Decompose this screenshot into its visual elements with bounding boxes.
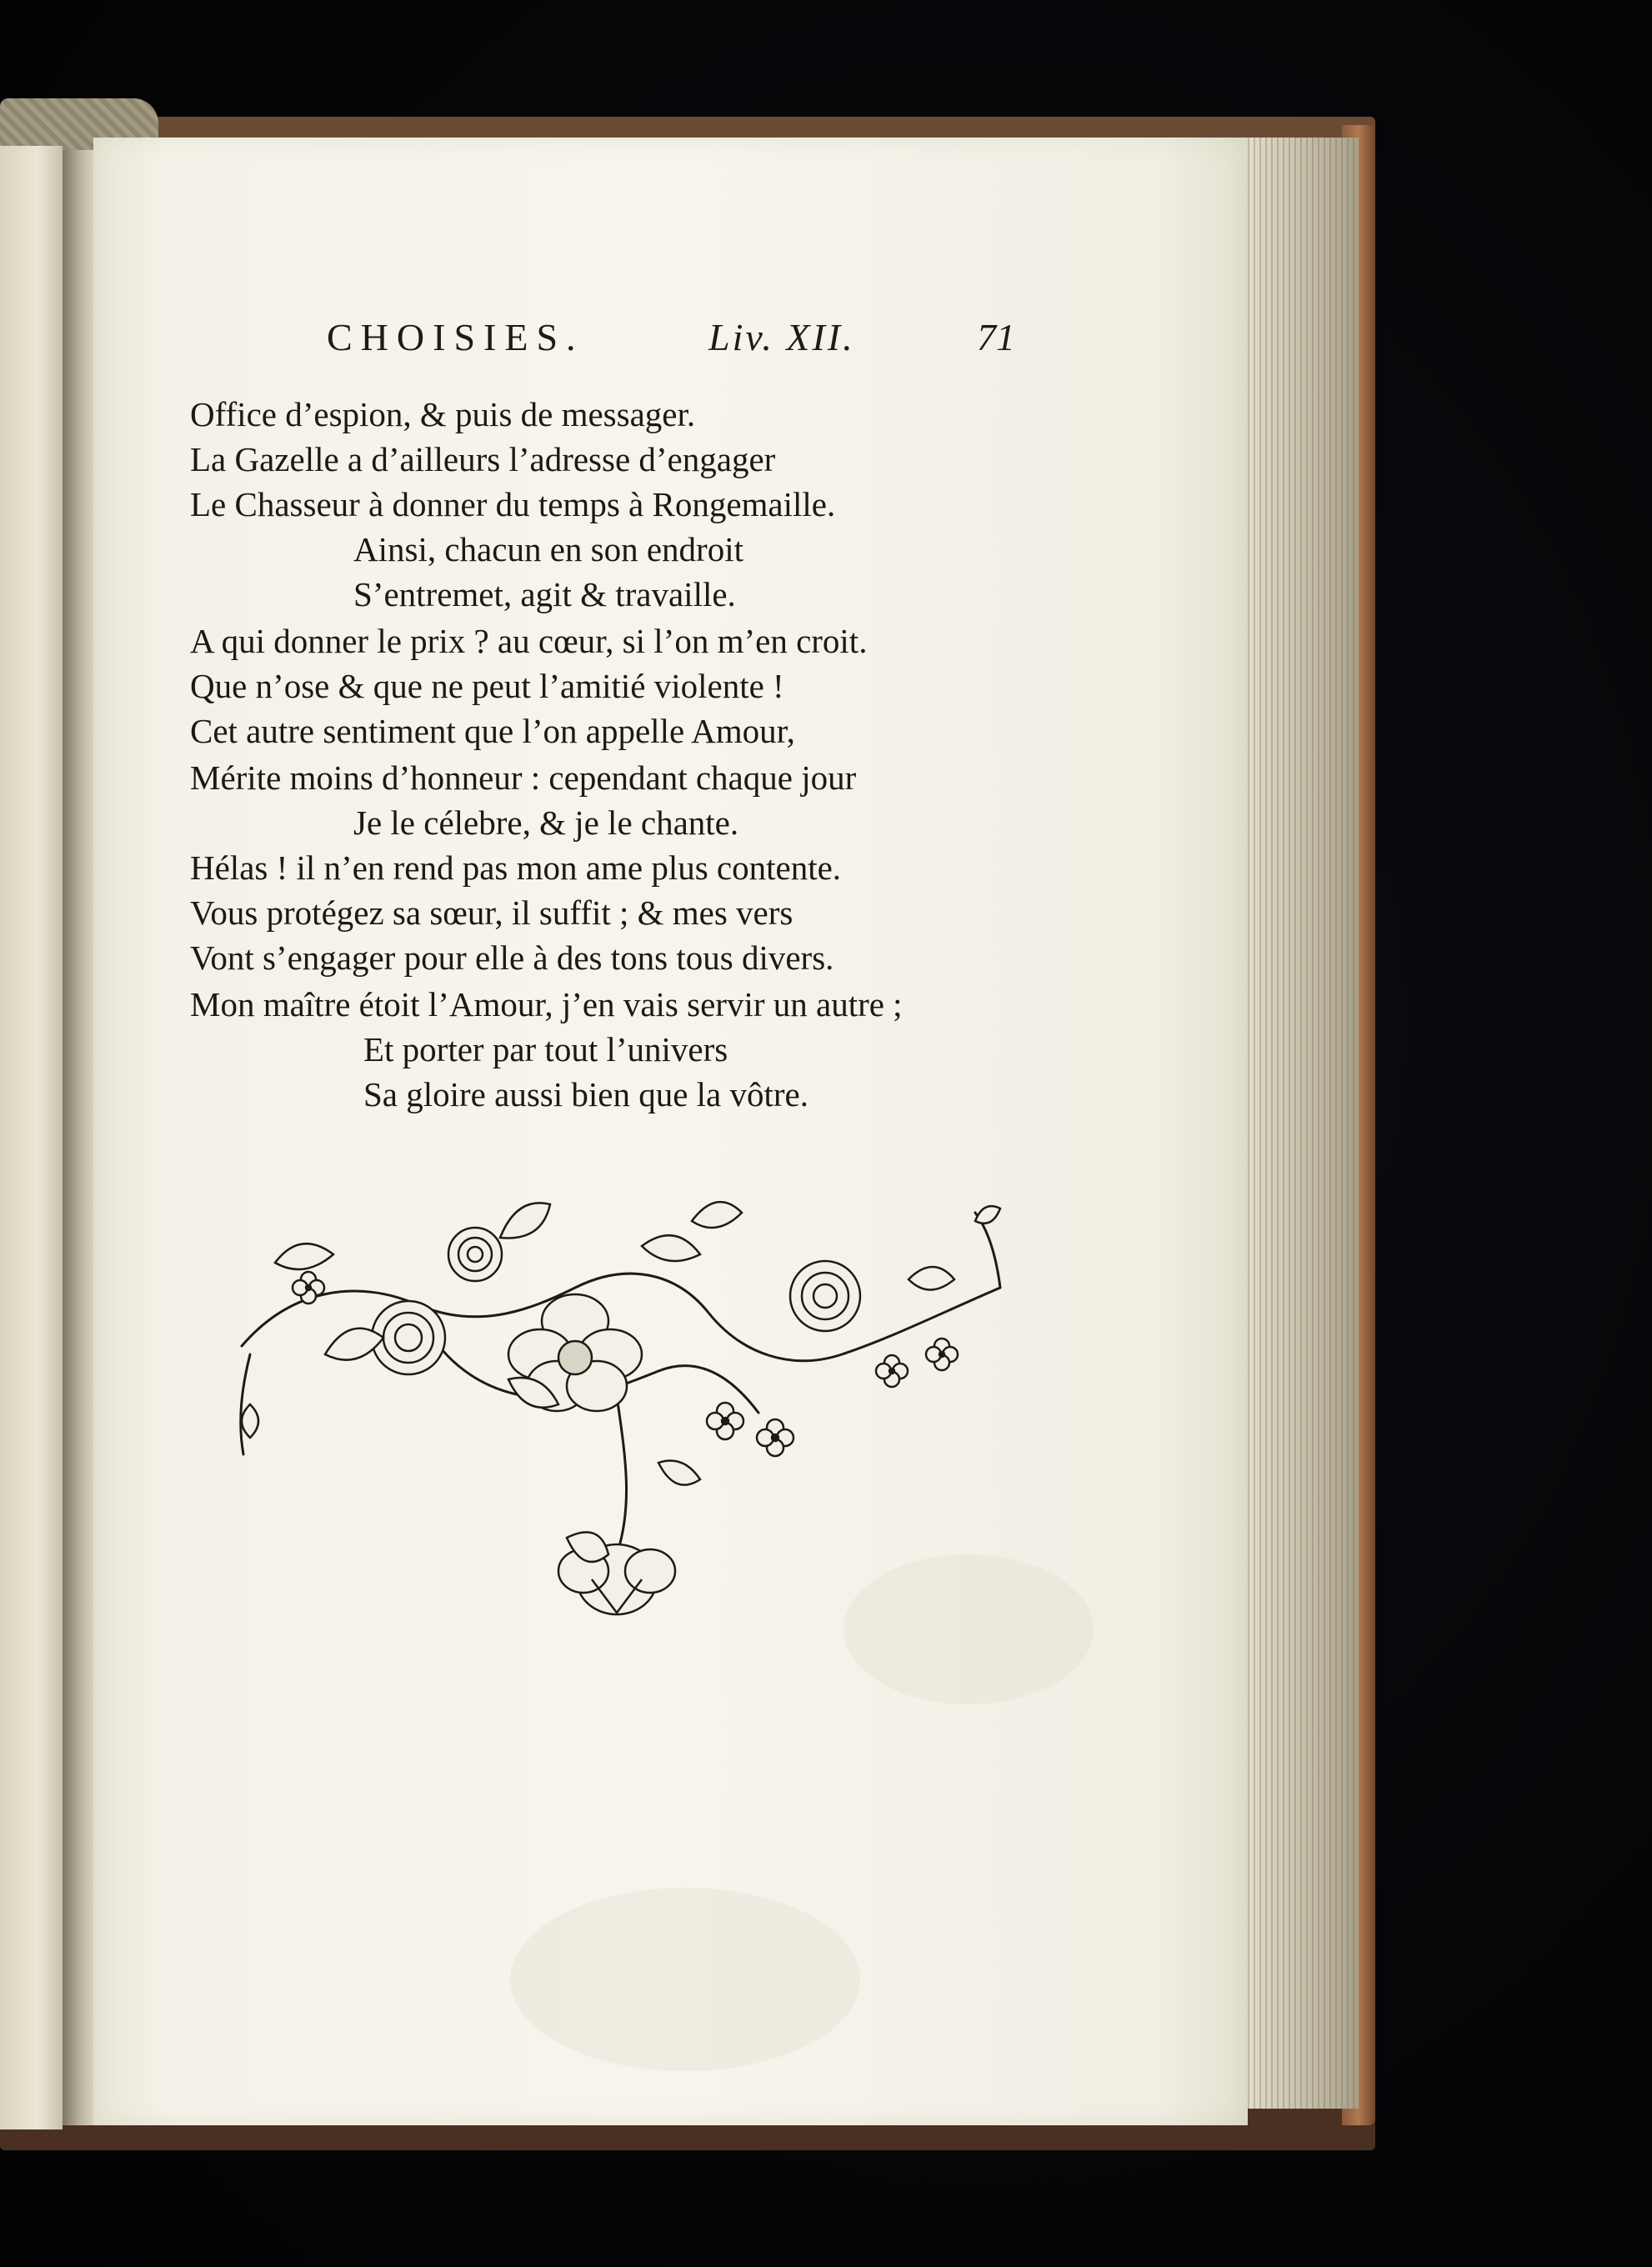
running-head-title: CHOISIES. (327, 316, 584, 358)
book-page (93, 138, 1248, 2125)
page-number: 71 (977, 316, 1015, 358)
verse-line: Mérite moins d’honneur : cependant chaque jour (190, 758, 857, 797)
verse-line: Cet autre sentiment que l’on appelle Amour, (190, 712, 795, 750)
page-block-edges (1242, 138, 1359, 2109)
verse-line: A qui donner le prix ? au cœur, si l’on m’en croit. (190, 622, 868, 660)
verse-line: Que n’ose & que ne peut l’amitié violente ! (190, 667, 784, 705)
running-head (0, 315, 1652, 365)
verse-line: La Gazelle a d’ailleurs l’adresse d’engager (190, 440, 776, 478)
running-head-book: Liv. XII. (708, 316, 855, 358)
verse-line: Ainsi, chacun en son endroit (353, 530, 743, 568)
floral-garland-ornament-icon (225, 1188, 1025, 1629)
verse-line: Vont s’engager pour elle à des tons tous divers. (190, 938, 834, 977)
paper-stain (510, 1888, 860, 2071)
verse-line: Et porter par tout l’univers (363, 1030, 728, 1068)
verse-line: Vous protégez sa sœur, il suffit ; & mes vers (190, 893, 793, 932)
verse-line: Hélas ! il n’en rend pas mon ame plus contente. (190, 848, 842, 887)
verse-line: S’entremet, agit & travaille. (353, 575, 736, 613)
verse-line: Sa gloire aussi bien que la vôtre. (363, 1075, 809, 1113)
verse-line: Mon maître étoit l’Amour, j’en vais servir un autre ; (190, 985, 903, 1023)
verse-line: Office d’espion, & puis de messager. (190, 395, 696, 433)
verse-line: Le Chasseur à donner du temps à Rongemaille. (190, 485, 836, 523)
left-page-edge (0, 146, 63, 2129)
verse-line: Je le célebre, & je le chante. (353, 803, 739, 842)
